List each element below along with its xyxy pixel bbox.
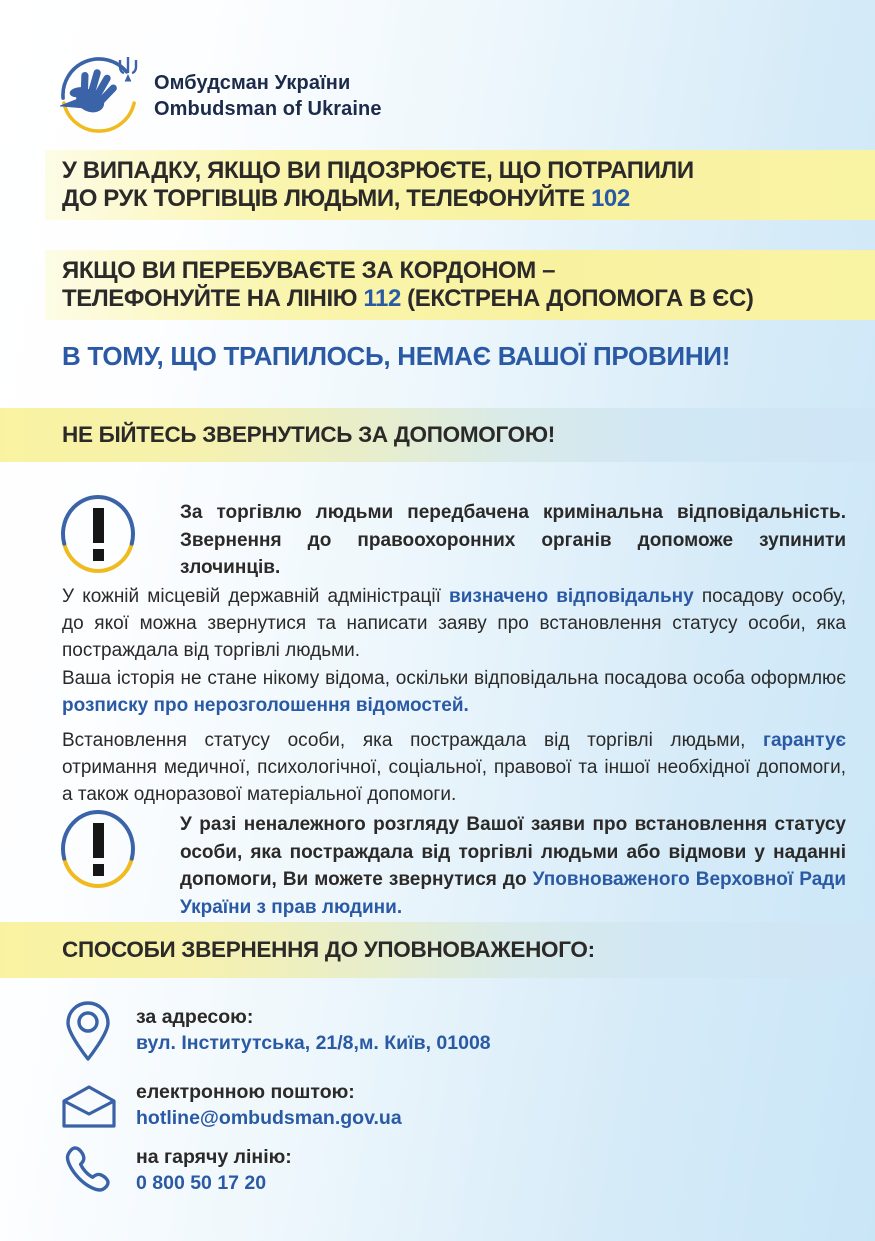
paragraph-highlight: розписку про нерозголошення відомостей. — [62, 695, 469, 716]
banner-112-line2 — [62, 285, 875, 313]
contact-address — [136, 1005, 491, 1055]
section-title-help-text: НЕ БІЙТЕСЬ ЗВЕРНУТИСЬ ЗА ДОПОМОГОЮ! — [62, 422, 555, 447]
banner-112-text-post: (ЕКСТРЕНА ДОПОМОГА В ЄС) — [400, 285, 754, 312]
paragraph-responsible-official — [62, 583, 846, 664]
contact-hotline-label: на гарячу лінію: — [136, 1146, 292, 1168]
no-guilt-headline: В ТОМУ, ЩО ТРАПИЛОСЬ, НЕМАЄ ВАШОЇ ПРОВИНИ! — [62, 341, 731, 371]
emergency-number-112: 112 — [363, 285, 401, 312]
logo-wordmark — [154, 71, 382, 122]
exclamation-icon — [60, 808, 138, 890]
contact-email-label: електронною поштою: — [136, 1081, 355, 1103]
section-title-contact — [0, 922, 875, 978]
ombudsman-logo — [60, 56, 142, 138]
location-pin-icon — [62, 1001, 114, 1063]
paragraph-text: посадову особу, до якої можна звернутися та написати заяву про встановлення статусу особи, яка постраждала від торгівлі людьми. — [62, 586, 846, 661]
banner-102-line1: У ВИПАДКУ, ЯКЩО ВИ ПІДОЗРЮЄТЕ, ЩО ПОТРАПИЛИ — [62, 157, 694, 184]
banner-112-text: ТЕЛЕФОНУЙТЕ НА ЛІНІЮ — [62, 285, 364, 312]
paragraph-highlight: визначено відповідальну — [449, 586, 694, 607]
contact-hotline-value[interactable]: 0 800 50 17 20 — [136, 1172, 267, 1194]
section-title-contact-text: СПОСОБИ ЗВЕРНЕННЯ ДО УПОВНОВАЖЕНОГО: — [62, 937, 595, 962]
contact-email-value[interactable]: hotline@ombudsman.gov.ua — [136, 1107, 402, 1129]
emergency-number-102: 102 — [590, 185, 630, 212]
appeal-notice — [180, 811, 846, 921]
paragraph-text: У кожній місцевій державній адміністрації — [62, 586, 450, 607]
contact-email — [136, 1080, 402, 1130]
section-title-help — [0, 408, 875, 462]
criminal-liability-notice: За торгівлю людьми передбачена кримінальна відповідальність. Звернення до правоохоронних органів допоможе зупинити злочинців. — [180, 502, 846, 578]
envelope-icon — [60, 1083, 118, 1130]
notice-text: У разі неналежного розгляду Вашої заяви про встановлення статусу особи, яка постраждала від торгівлі людьми або відмови у наданні допомоги, Ви можете звернутися до — [180, 814, 846, 890]
banner-102-text: ДО РУК ТОРГІВЦІВ ЛЮДЬМИ, ТЕЛЕФОНУЙТЕ — [62, 185, 591, 212]
phone-icon — [62, 1144, 114, 1198]
paragraph-text: отримання медичної, психологічної, соціальної, правової та іншої необхідної допомоги, а також одноразової матеріальної допомоги. — [62, 757, 846, 805]
logo-title-uk: Омбудсман України — [154, 72, 351, 95]
paragraph-text: Встановлення статусу особи, яка постраждала від торгівлі людьми, — [62, 730, 764, 751]
contact-address-value: вул. Інститутська, 21/8,м. Київ, 01008 — [136, 1032, 491, 1054]
paragraph-highlight: гарантує — [763, 730, 846, 751]
contact-hotline — [136, 1145, 292, 1195]
alert-banner-112 — [45, 250, 875, 320]
contact-address-label: за адресою: — [136, 1006, 254, 1028]
logo-title-en: Ombudsman of Ukraine — [154, 98, 382, 120]
paragraph-status-guarantees — [62, 727, 846, 808]
exclamation-icon — [60, 493, 138, 575]
banner-112-line1: ЯКЩО ВИ ПЕРЕБУВАЄТЕ ЗА КОРДОНОМ – — [62, 257, 556, 284]
paragraph-confidentiality — [62, 665, 846, 719]
notice-highlight-ombudsman: Уповноваженого Верховної Ради України з прав людини. — [180, 869, 846, 918]
banner-102-line2 — [62, 185, 875, 213]
logo-header — [60, 56, 382, 138]
alert-banner-102 — [45, 150, 875, 220]
paragraph-text: Ваша історія не стане нікому відома, оскільки відповідальна посадова особа оформлює — [62, 668, 846, 689]
